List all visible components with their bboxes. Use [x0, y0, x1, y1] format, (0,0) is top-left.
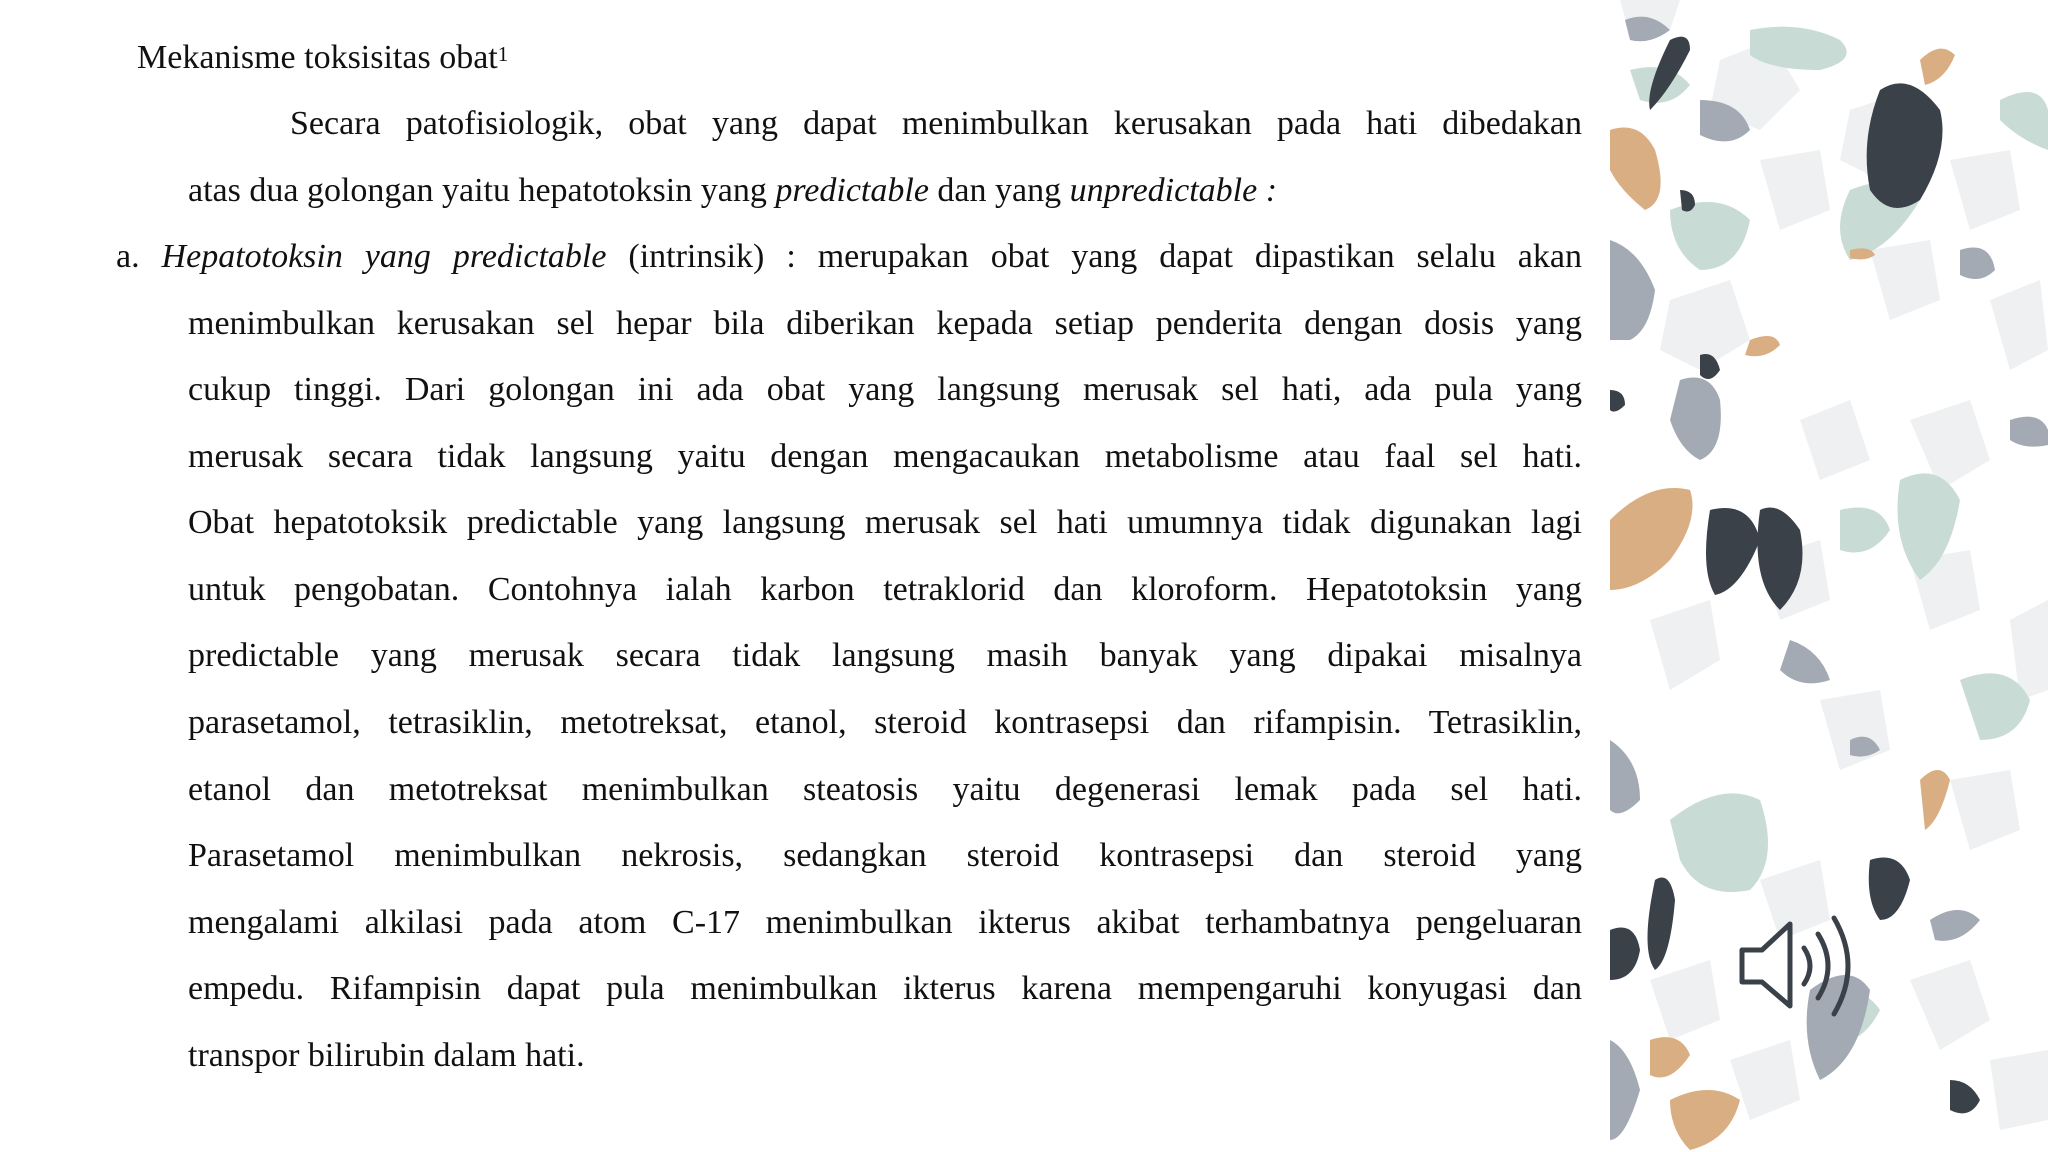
item-a-line: untuk pengobatan. Contohnya ialah karbon tetraklorid dan kloroform. Hepatotoksin yang — [188, 571, 1582, 608]
item-a-line: cukup tinggi. Dari golongan ini ada obat yang langsung merusak sel hati, ada pula yang — [188, 371, 1582, 408]
item-a-line: merusak secara tidak langsung yaitu dengan mengacaukan metabolisme atau faal sel hati. — [188, 438, 1582, 475]
footnote-marker: 1 — [497, 42, 509, 66]
section-heading: Mekanisme toksisitas obat$^1$ — [137, 39, 509, 76]
item-a-line: Obat hepatotoksik predictable yang langsung merusak sel hati umumnya tidak digunakan lagi — [188, 504, 1582, 541]
speaker-audio-icon[interactable] — [1738, 906, 1870, 1026]
item-a-last-line: transpor bilirubin dalam hati. — [188, 1037, 585, 1074]
item-a-line: mengalami alkilasi pada atom C-17 menimbulkan ikterus akibat terhambatnya pengeluaran — [188, 904, 1582, 941]
list-term: Hepatotoksin yang predictable — [161, 238, 607, 275]
intro-line-2: atas dua golongan yaitu hepatotoksin yang predictable dan yang unpredictable : — [188, 172, 1278, 209]
item-a-line: etanol dan metotreksat menimbulkan steatosis yaitu degenerasi lemak pada sel hati. — [188, 771, 1582, 808]
list-item-a-first-line: a. Hepatotoksin yang predictable (intrinsik) : merupakan obat yang dapat dipastikan selalu akan — [116, 238, 1582, 275]
item-a-line: empedu. Rifampisin dapat pula menimbulkan ikterus karena mempengaruhi konyugasi dan — [188, 970, 1582, 1007]
item-a-line: predictable yang merusak secara tidak langsung masih banyak yang dipakai misalnya — [188, 637, 1582, 674]
item-a-line: Parasetamol menimbulkan nekrosis, sedangkan steroid kontrasepsi dan steroid yang — [188, 837, 1582, 874]
item-a-line: parasetamol, tetrasiklin, metotreksat, etanol, steroid kontrasepsi dan rifampisin. Tetrasiklin, — [188, 704, 1582, 741]
list-marker: a. — [116, 238, 162, 275]
intro-line-1: Secara patofisiologik, obat yang dapat menimbulkan kerusakan pada hati dibedakan — [290, 105, 1582, 142]
item-a-line: menimbulkan kerusakan sel hepar bila diberikan kepada setiap penderita dengan dosis yang — [188, 305, 1582, 342]
